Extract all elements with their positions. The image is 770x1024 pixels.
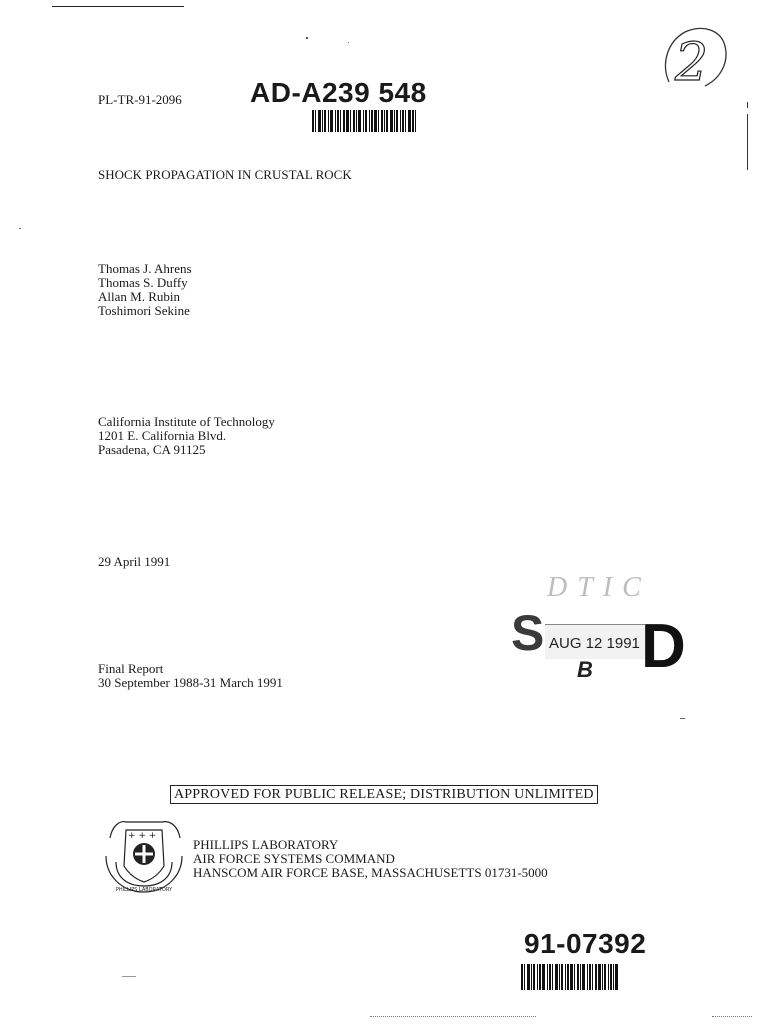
institution-name: California Institute of Technology bbox=[98, 414, 275, 429]
handwritten-mark: 2 bbox=[675, 33, 709, 93]
organization-block bbox=[193, 838, 548, 880]
dtic-stamp-letter-b: B bbox=[577, 657, 593, 682]
organization-lab: PHILLIPS LABORATORY bbox=[193, 837, 339, 852]
dtic-stamp-date: AUG 12 1991 bbox=[549, 635, 640, 652]
author-list bbox=[98, 262, 192, 318]
scan-speck bbox=[19, 228, 21, 229]
scan-speck bbox=[306, 37, 308, 39]
author-name: Toshimori Sekine bbox=[98, 303, 190, 318]
report-type-block bbox=[98, 662, 283, 690]
accession-number: AD-A239 548 bbox=[250, 77, 427, 108]
institution-street: 1201 E. California Blvd. bbox=[98, 428, 227, 443]
svg-text:+ + +: + + + bbox=[128, 831, 157, 841]
scan-speck bbox=[122, 976, 136, 977]
report-period: 30 September 1988-31 March 1991 bbox=[98, 675, 283, 690]
organization-command: AIR FORCE SYSTEMS COMMAND bbox=[193, 851, 395, 866]
edge-mark bbox=[747, 102, 748, 108]
document-barcode bbox=[521, 964, 653, 990]
dtic-stamp-letter-s: S bbox=[511, 605, 545, 661]
institution-city: Pasadena, CA 91125 bbox=[98, 442, 206, 457]
scan-speck bbox=[680, 718, 685, 719]
dtic-stamp bbox=[505, 572, 687, 692]
accession-barcode bbox=[312, 110, 448, 132]
phillips-laboratory-seal bbox=[102, 812, 186, 896]
dtic-stamp-letter-d: D bbox=[641, 612, 686, 681]
top-rule bbox=[52, 6, 184, 7]
bottom-dotted-rule bbox=[370, 1016, 536, 1017]
document-number: 91-07392 bbox=[524, 928, 647, 959]
edge-mark bbox=[747, 114, 748, 170]
report-number: PL-TR-91-2096 bbox=[98, 92, 182, 107]
scan-speck bbox=[348, 42, 349, 43]
dtic-stamp-title: DTIC bbox=[547, 572, 651, 603]
release-statement: APPROVED FOR PUBLIC RELEASE; DISTRIBUTION UNLIMITED bbox=[170, 785, 598, 804]
institution-address bbox=[98, 415, 275, 457]
report-date: 29 April 1991 bbox=[98, 554, 171, 569]
author-name: Thomas J. Ahrens bbox=[98, 261, 192, 276]
handwritten-circled-2 bbox=[655, 22, 735, 102]
bottom-dotted-rule bbox=[712, 1016, 752, 1017]
author-name: Allan M. Rubin bbox=[98, 289, 180, 304]
report-title: SHOCK PROPAGATION IN CRUSTAL ROCK bbox=[98, 167, 352, 182]
report-type: Final Report bbox=[98, 661, 164, 676]
organization-address: HANSCOM AIR FORCE BASE, MASSACHUSETTS 01731-5000 bbox=[193, 865, 548, 880]
seal-text: PHILLIPS LABORATORY bbox=[115, 887, 173, 893]
author-name: Thomas S. Duffy bbox=[98, 275, 188, 290]
